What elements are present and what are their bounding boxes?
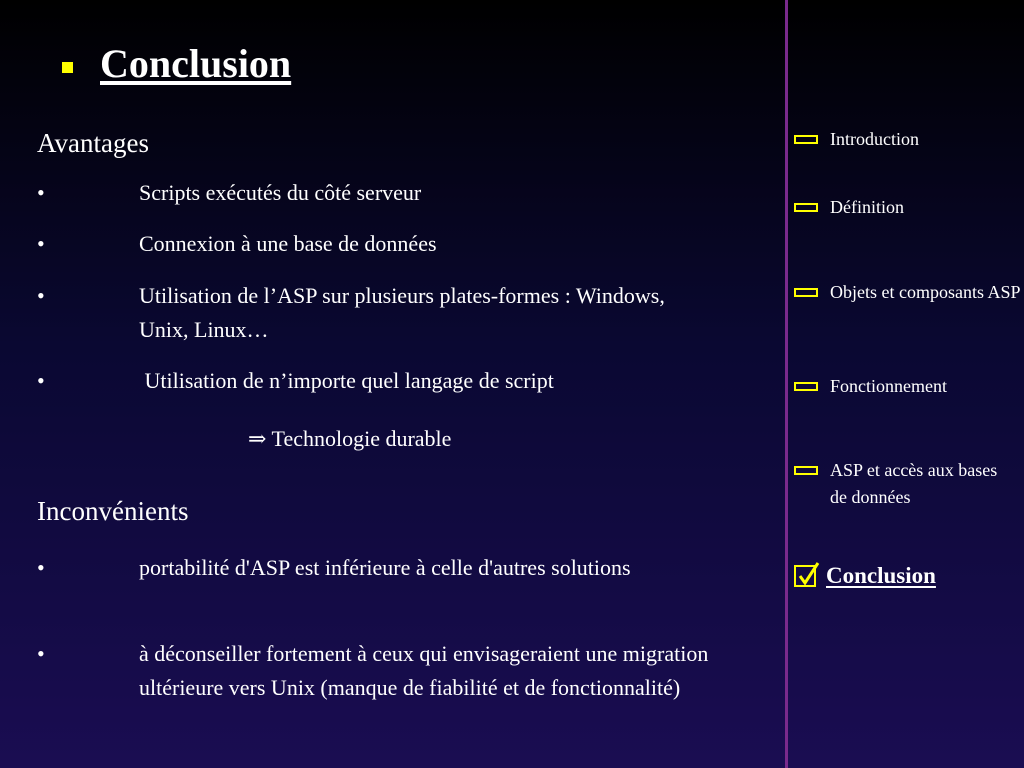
vertical-divider: [785, 0, 788, 768]
conclusion-line: [248, 426, 451, 452]
avantages-heading: Avantages: [37, 128, 149, 158]
nav-item-asp-bases[interactable]: [794, 457, 1000, 511]
bullet-icon: •: [37, 231, 45, 256]
nav-item-label: Introduction: [830, 129, 919, 149]
nav-item-label: Fonctionnement: [830, 376, 947, 396]
bullet-icon: •: [37, 180, 45, 205]
bullet-icon: •: [37, 555, 45, 580]
bullet-icon: •: [37, 641, 45, 666]
nav-item-objets[interactable]: [794, 279, 1024, 306]
list-item-text: portabilité d'ASP est inférieure à celle d'autres solutions: [139, 555, 631, 580]
list-item-text: à déconseiller fortement à ceux qui envisageraient une migration ultérieure vers Unix (manque de fiabilité et de fonctionnalité): [139, 641, 709, 700]
conclusion-text: Technologie durable: [271, 426, 452, 451]
section-box-icon: [794, 466, 818, 475]
slide-title-block: [62, 40, 291, 87]
bullet-icon: •: [37, 283, 45, 308]
nav-item-introduction[interactable]: [794, 126, 1024, 153]
section-box-icon: [794, 203, 818, 212]
slide-title: Conclusion: [100, 41, 292, 86]
list-item-text: Connexion à une base de données: [139, 231, 437, 256]
list-item-text: Scripts exécutés du côté serveur: [139, 180, 422, 205]
square-bullet-icon: [62, 62, 73, 73]
nav-item-fonctionnement[interactable]: [794, 373, 1024, 400]
inconvenients-heading: Inconvénients: [37, 496, 189, 526]
list-item-text: Utilisation de n’importe quel langage de script: [139, 368, 554, 393]
nav-item-conclusion[interactable]: [794, 563, 936, 589]
checkmark-icon: [794, 565, 816, 587]
nav-item-label-active: Conclusion: [826, 563, 936, 588]
nav-item-definition[interactable]: [794, 194, 1024, 221]
section-box-icon: [794, 135, 818, 144]
section-box-icon: [794, 288, 818, 297]
implies-arrow-icon: ⇒: [248, 426, 267, 451]
nav-item-label: Définition: [830, 197, 904, 217]
bullet-icon: •: [37, 368, 45, 393]
section-box-icon: [794, 382, 818, 391]
nav-item-label: Objets et composants ASP: [830, 282, 1021, 302]
list-item-text: Utilisation de l’ASP sur plusieurs plates-formes : Windows, Unix, Linux…: [139, 283, 665, 342]
nav-item-label: ASP et accès aux bases de données: [830, 460, 998, 507]
